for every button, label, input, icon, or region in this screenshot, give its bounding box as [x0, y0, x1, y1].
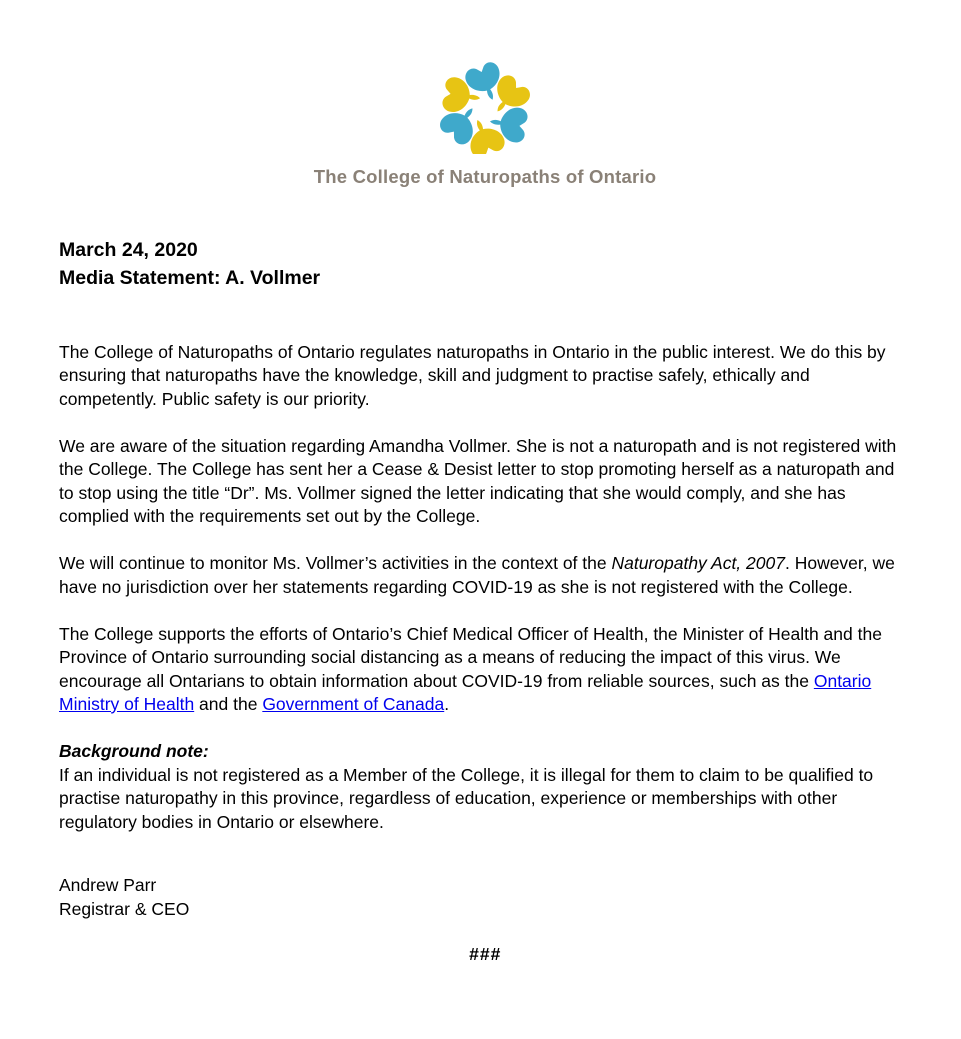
statement-title: Media Statement: A. Vollmer [59, 267, 321, 289]
logo-wordmark: The College of Naturopaths of Ontario [313, 165, 657, 187]
statement-heading [59, 236, 911, 293]
paragraph-mandate: The College of Naturopaths of Ontario regulates naturopaths in Ontario in the public interest. We do this by ensuring that naturopaths have the knowledge, skill and judgment to practise safely, ethically and competently. Public safety is our priority. [59, 341, 886, 409]
signature-title: Registrar & CEO [59, 898, 190, 919]
monitoring-text-before: We will continue to monitor Ms. Vollmer’s activities in the context of the [59, 553, 612, 573]
end-mark: ### [468, 944, 502, 964]
government-of-canada-link[interactable]: Government of Canada [262, 694, 445, 714]
ginkgo-leaf-ring-icon [435, 58, 535, 154]
date-line: March 24, 2020 [59, 238, 198, 261]
covid-text-after: . [444, 694, 450, 714]
statement-body [59, 341, 911, 967]
background-note-body: If an individual is not registered as a Member of the College, it is illegal for them to claim to be qualified to practise naturopathy in this province, regardless of education, experience or memberships with other regulatory bodies in Ontario or elsewhere. [59, 764, 874, 832]
background-note [59, 740, 911, 834]
ontario-ministry-of-health-link[interactable]: Ontario Ministry of Health [59, 670, 872, 714]
signature-block [59, 874, 911, 921]
paragraph-situation: We are aware of the situation regarding Amandha Vollmer. She is not a naturopath and is not registered with the College. The College has sent her a Cease & Desist letter to stop promoting herself as a naturopath and to stop using the title “Dr”. Ms. Vollmer signed the letter indicating that she would comply, and she has complied with the requirements set out by the College. [59, 435, 897, 526]
covid-text-between: and the [194, 694, 263, 714]
signature-name: Andrew Parr [59, 875, 157, 895]
paragraph-monitoring [59, 552, 911, 599]
background-note-heading: Background note: [59, 741, 209, 761]
logo [59, 58, 911, 190]
monitoring-text-after: . However, we have no jurisdiction over her statements regarding COVID-19 as she is not registered with the College. [59, 553, 895, 597]
act-title-italic: Naturopathy Act, 2007 [611, 553, 785, 573]
covid-text-before: The College supports the efforts of Ontario’s Chief Medical Officer of Health, the Minister of Health and the Province of Ontario surrounding social distancing as a means of reducing the impact of this virus. We encourage all Ontarians to obtain information about COVID-19 from reliable sources, such as the [59, 623, 882, 691]
paragraph-covid-sources [59, 623, 911, 717]
